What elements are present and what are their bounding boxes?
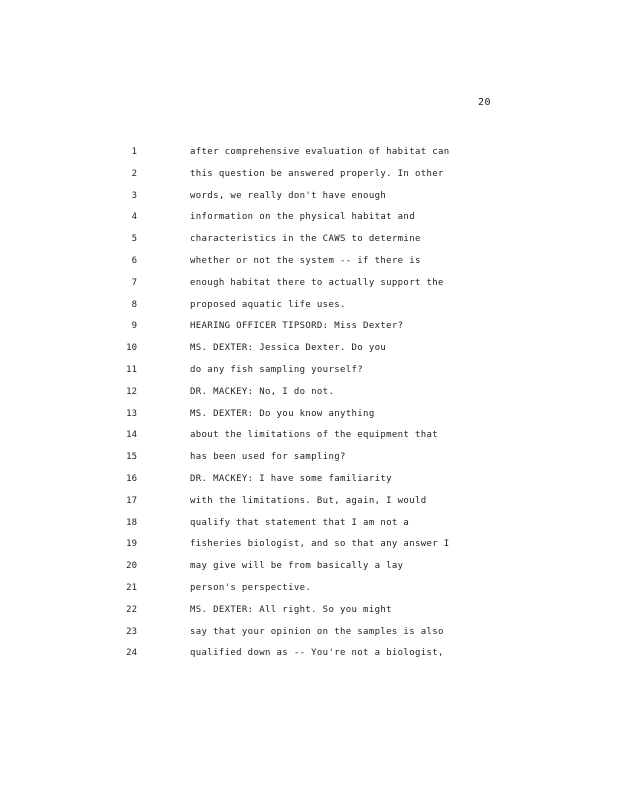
transcript-line [0, 251, 619, 273]
line-number: 2 [131, 168, 137, 179]
line-number: 10 [126, 343, 137, 354]
line-text: HEARING OFFICER TIPSORD: Miss Dexter? [190, 321, 404, 332]
transcript-line [0, 295, 619, 317]
transcript-line [0, 556, 619, 578]
line-text: proposed aquatic life uses. [190, 299, 346, 310]
line-number: 11 [126, 364, 137, 375]
page-number: 20 [478, 97, 492, 108]
line-text: qualified down as -- You're not a biologist, [190, 648, 444, 659]
line-number: 13 [126, 408, 137, 419]
line-text: say that your opinion on the samples is also [190, 626, 444, 637]
line-number: 8 [131, 299, 137, 310]
transcript-line [0, 643, 619, 665]
transcript-line [0, 513, 619, 535]
line-number: 22 [126, 604, 137, 615]
line-number: 21 [126, 582, 137, 593]
line-text: fisheries biologist, and so that any answer I [190, 539, 450, 550]
line-number: 6 [131, 255, 137, 266]
line-number: 4 [131, 212, 137, 223]
transcript-line [0, 207, 619, 229]
line-number: 16 [126, 473, 137, 484]
line-number: 20 [126, 561, 137, 572]
transcript-line [0, 164, 619, 186]
line-text: may give will be from basically a lay [190, 561, 404, 572]
line-text: words, we really don't have enough [190, 190, 387, 201]
transcript-line [0, 382, 619, 404]
line-text: whether or not the system -- if there is [190, 255, 421, 266]
line-text: this question be answered properly. In other [190, 168, 444, 179]
line-number: 23 [126, 626, 137, 637]
line-number: 24 [126, 648, 137, 659]
line-text: MS. DEXTER: Jessica Dexter. Do you [190, 343, 387, 354]
transcript-line [0, 186, 619, 208]
line-number: 9 [131, 321, 137, 332]
line-text: information on the physical habitat and [190, 212, 415, 223]
transcript-line [0, 360, 619, 382]
transcript-line [0, 273, 619, 295]
transcript-line [0, 491, 619, 513]
line-number: 18 [126, 517, 137, 528]
transcript-line [0, 338, 619, 360]
line-text: DR. MACKEY: No, I do not. [190, 386, 335, 397]
line-text: MS. DEXTER: All right. So you might [190, 604, 392, 615]
line-number: 12 [126, 386, 137, 397]
line-number: 7 [131, 277, 137, 288]
line-number: 1 [131, 147, 137, 157]
line-text: with the limitations. But, again, I would [190, 495, 427, 506]
line-text: DR. MACKEY: I have some familiarity [190, 473, 392, 484]
line-text: qualify that statement that I am not a [190, 517, 410, 528]
line-number: 17 [126, 495, 137, 506]
transcript-line [0, 622, 619, 644]
line-number: 3 [131, 190, 137, 201]
transcript-line [0, 447, 619, 469]
transcript-body [0, 142, 619, 665]
line-text: person's perspective. [190, 582, 312, 593]
transcript-line [0, 469, 619, 491]
transcript-line [0, 316, 619, 338]
line-text: about the limitations of the equipment that [190, 430, 439, 441]
line-text: characteristics in the CAWS to determine [190, 234, 421, 245]
line-text: enough habitat there to actually support the [190, 277, 444, 288]
transcript-line [0, 534, 619, 556]
transcript-line [0, 578, 619, 600]
transcript-line [0, 600, 619, 622]
transcript-line [0, 229, 619, 251]
line-text: do any fish sampling yourself? [190, 364, 364, 375]
line-text: MS. DEXTER: Do you know anything [190, 408, 375, 419]
transcript-line [0, 404, 619, 426]
line-text: after comprehensive evaluation of habitat can [190, 147, 450, 157]
line-number: 14 [126, 430, 137, 441]
transcript-line [0, 425, 619, 447]
line-number: 5 [131, 234, 137, 245]
line-number: 19 [126, 539, 137, 550]
transcript-line [0, 142, 619, 164]
line-number: 15 [126, 452, 137, 463]
line-text: has been used for sampling? [190, 452, 346, 463]
